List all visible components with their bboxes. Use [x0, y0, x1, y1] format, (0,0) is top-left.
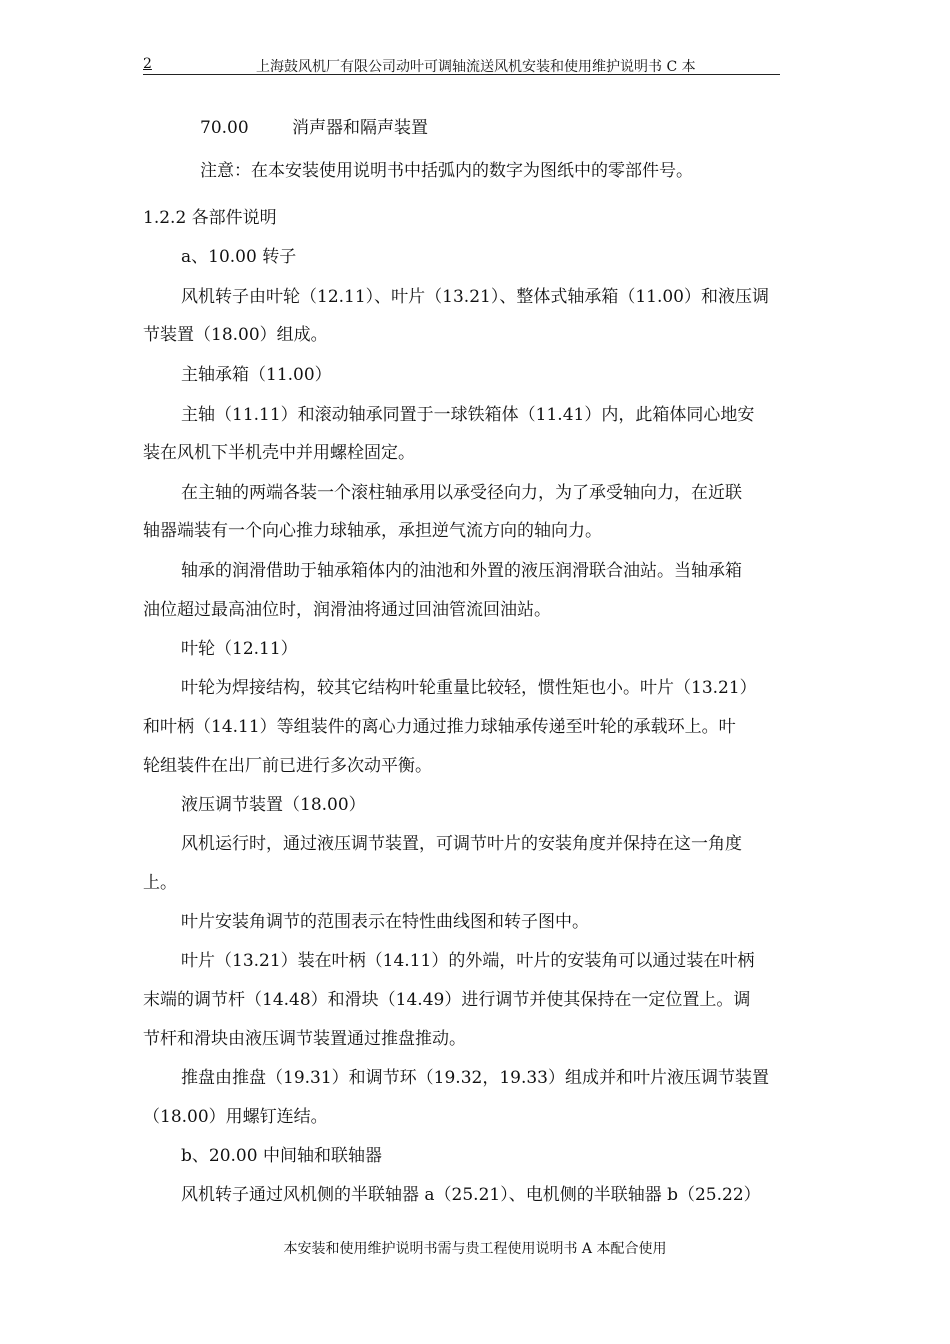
paragraph-line: 主轴（11.11）和滚动轴承同置于一球铁箱体（11.41）内，此箱体同心地安 [181, 405, 755, 425]
section-heading: 1.2.2 各部件说明 [143, 208, 277, 228]
header-title: 上海鼓风机厂有限公司动叶可调轴流送风机安装和使用维护说明书 C 本 [256, 59, 696, 75]
paragraph-line: 节装置（18.00）组成。 [143, 325, 328, 345]
paragraph-line: 叶轮为焊接结构，较其它结构叶轮重量比较轻，惯性矩也小。叶片（13.21） [181, 678, 757, 698]
paragraph-line: 轴器端装有一个向心推力球轴承，承担逆气流方向的轴向力。 [143, 521, 602, 541]
paragraph-line: 风机转子通过风机侧的半联轴器 a（25.21）、电机侧的半联轴器 b（25.22） [181, 1185, 761, 1205]
paragraph-line: 装在风机下半机壳中并用螺栓固定。 [143, 443, 415, 463]
impeller-heading: 叶轮（12.11） [181, 639, 298, 659]
paragraph-line: 风机运行时，通过液压调节装置，可调节叶片的安装角度并保持在这一角度 [181, 834, 742, 854]
paragraph-line: 风机转子由叶轮（12.11）、叶片（13.21）、整体式轴承箱（11.00）和液压调 [181, 287, 770, 307]
paragraph-line: 轮组装件在出厂前已进行多次动平衡。 [143, 756, 432, 776]
item-70-number: 70.00 [200, 118, 249, 138]
subsection-a-heading: a、10.00 转子 [181, 247, 297, 267]
paragraph-line: 末端的调节杆（14.48）和滑块（14.49）进行调节并使其保持在一定位置上。调 [143, 990, 751, 1010]
page-footer: 本安装和使用维护说明书需与贵工程使用说明书 A 本配合使用 [283, 1241, 667, 1257]
paragraph-line: 节杆和滑块由液压调节装置通过推盘推动。 [143, 1029, 466, 1049]
item-70-label: 消声器和隔声装置 [292, 118, 428, 138]
main-bearing-heading: 主轴承箱（11.00） [181, 365, 332, 385]
paragraph-line: 叶片（13.21）装在叶柄（14.11）的外端，叶片的安装角可以通过装在叶柄 [181, 951, 755, 971]
subsection-b-heading: b、20.00 中间轴和联轴器 [181, 1146, 382, 1166]
paragraph-line: 轴承的润滑借助于轴承箱体内的油池和外置的液压润滑联合油站。当轴承箱 [181, 561, 742, 581]
paragraph-line: 在主轴的两端各装一个滚柱轴承用以承受径向力，为了承受轴向力，在近联 [181, 483, 742, 503]
page-number: 2 [143, 56, 152, 72]
page-header [143, 56, 780, 75]
paragraph-line: （18.00）用螺钉连结。 [143, 1107, 328, 1127]
paragraph-line: 上。 [143, 873, 177, 893]
paragraph-line: 和叶柄（14.11）等组装件的离心力通过推力球轴承传递至叶轮的承载环上。叶 [143, 717, 736, 737]
paragraph-line: 推盘由推盘（19.31）和调节环（19.32，19.33）组成并和叶片液压调节装置 [181, 1068, 770, 1088]
note: 注意：在本安装使用说明书中括弧内的数字为图纸中的零部件号。 [200, 161, 693, 181]
paragraph-line: 油位超过最高油位时，润滑油将通过回油管流回油站。 [143, 600, 551, 620]
hydraulic-heading: 液压调节装置（18.00） [181, 795, 366, 815]
paragraph-line: 叶片安装角调节的范围表示在特性曲线图和转子图中。 [181, 912, 589, 932]
